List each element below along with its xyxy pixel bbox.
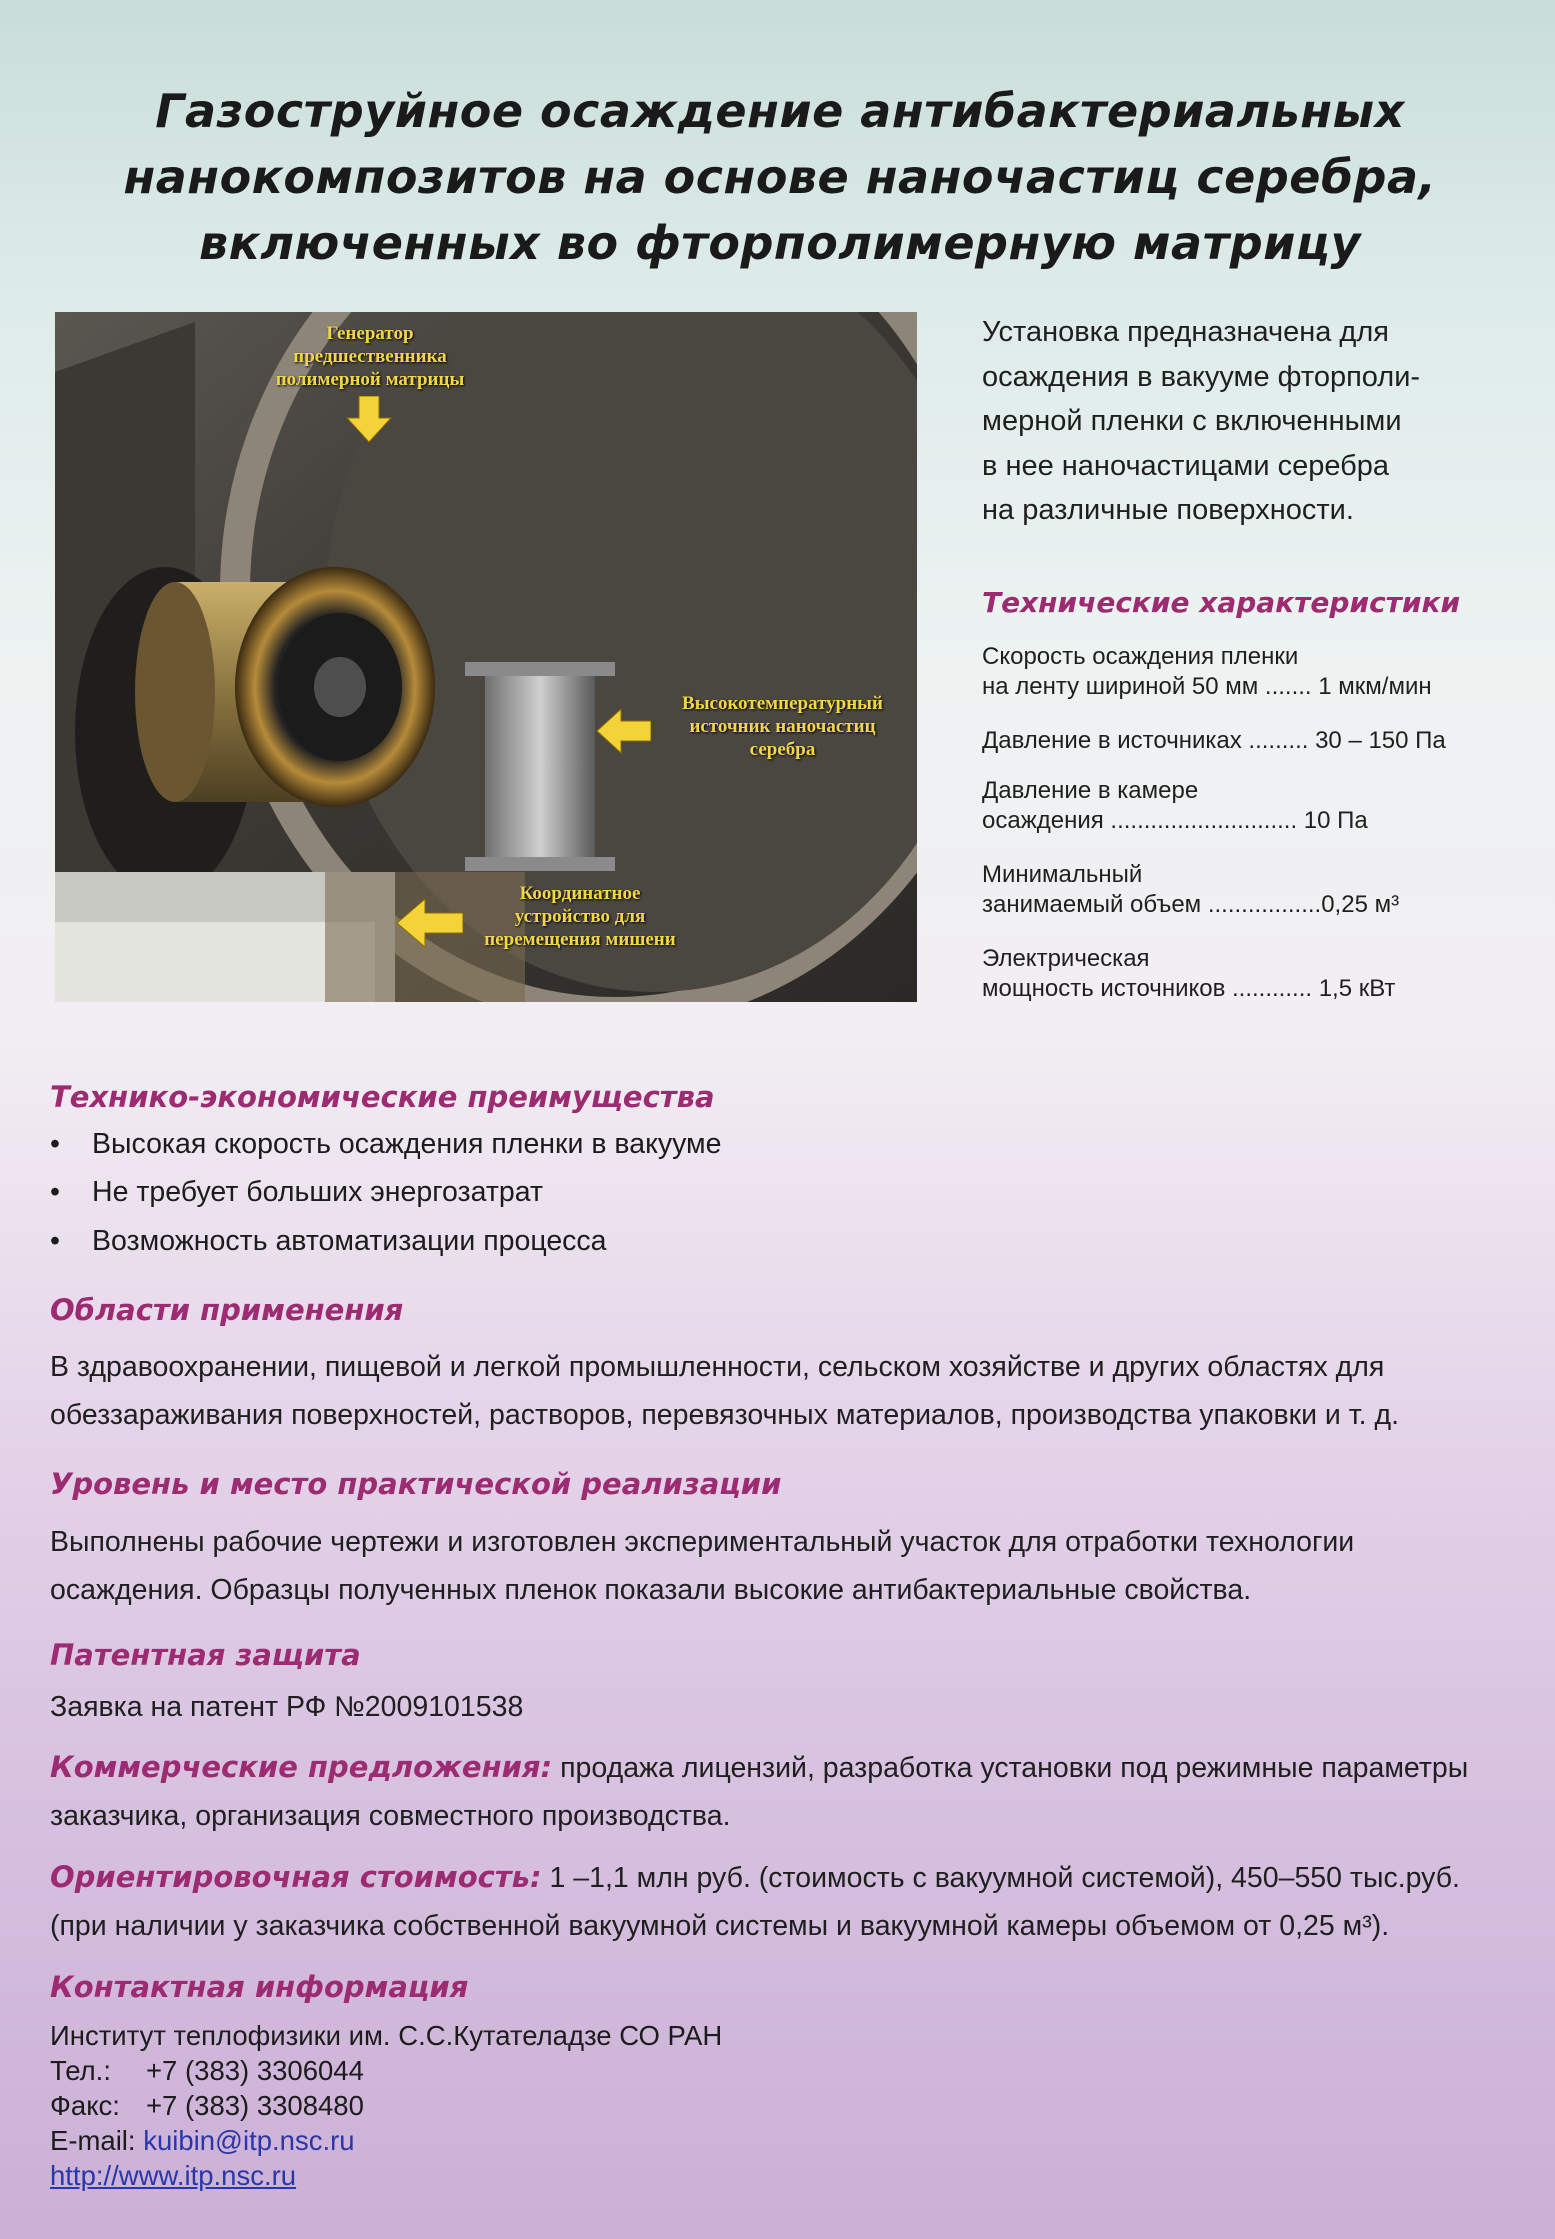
arrow-down-icon xyxy=(345,396,393,444)
commercial-heading: Коммерческие предложения: xyxy=(50,1750,553,1784)
spec-item xyxy=(982,860,1399,920)
commercial-text: продажа лицензий, разработка установки под режимные параметры xyxy=(552,1752,1469,1784)
cost-text: 1 –1,1 млн руб. (стоимость с вакуумной системой), 450–550 тыс.руб. xyxy=(541,1862,1460,1894)
cost-heading: Ориентировочная стоимость: xyxy=(50,1860,542,1894)
spec-line: Скорость осаждения пленки xyxy=(982,643,1299,670)
label-line: источник наночастиц xyxy=(689,716,876,737)
implementation-heading: Уровень и место практической реализации xyxy=(50,1467,782,1501)
label-line: серебра xyxy=(749,739,816,760)
label-line: полимерной матрицы xyxy=(275,369,465,390)
commercial-section xyxy=(50,1743,1468,1840)
text-line xyxy=(50,1743,1468,1792)
text-line: обеззараживания поверхностей, растворов, перевязочных материалов, производства упаковки и т. д. xyxy=(50,1399,1400,1431)
label-line: Высокотемпературный xyxy=(682,693,883,714)
spec-item xyxy=(982,726,1446,756)
contact-phone xyxy=(50,2053,722,2088)
contact-email xyxy=(50,2123,722,2158)
phone-value: +7 (383) 3306044 xyxy=(146,2055,364,2086)
text-line: заказчика, организация совместного производства. xyxy=(50,1800,731,1832)
patent-heading: Патентная защита xyxy=(50,1638,361,1672)
title-line: Газоструйное осаждение антибактериальных xyxy=(155,84,1405,138)
label-line: Генератор xyxy=(326,323,414,344)
spec-item xyxy=(982,642,1432,702)
email-label: E-mail: xyxy=(50,2125,136,2156)
intro-line: осаждения в вакууме фторполи- xyxy=(982,360,1421,393)
spec-line: занимаемый объем .................0,25 м³ xyxy=(982,891,1400,918)
spec-line: осаждения ............................ 10 Па xyxy=(982,807,1368,834)
spec-line: Минимальный xyxy=(982,861,1143,888)
label-generator xyxy=(245,322,495,391)
list-item-text: Не требует больших энергозатрат xyxy=(92,1176,544,1208)
patent-text xyxy=(50,1683,523,1731)
intro-line: мерной пленки с включенными xyxy=(982,405,1402,437)
contact-site xyxy=(50,2158,722,2193)
fax-label: Факс: xyxy=(50,2090,120,2121)
text-line: Заявка на патент РФ №2009101538 xyxy=(50,1691,524,1723)
list-item xyxy=(50,1176,543,1209)
contact-org: Институт теплофизики им. С.С.Кутателадзе СО РАН xyxy=(50,2020,723,2051)
implementation-text xyxy=(50,1518,1354,1614)
title-line: нанокомпозитов на основе наночастиц серебра, xyxy=(123,150,1437,204)
arrow-left-icon xyxy=(395,897,463,949)
spec-line: Давление в камере xyxy=(982,777,1199,804)
email-link[interactable]: kuibin@itp.nsc.ru xyxy=(143,2125,355,2156)
text-line: Выполнены рабочие чертежи и изготовлен экспериментальный участок для отработки технологии xyxy=(50,1526,1355,1558)
text-line: (при наличии у заказчика собственной вакуумной системы и вакуумной камеры объемом от 0,25 м³). xyxy=(50,1910,1390,1942)
spec-line: на ленту шириной 50 мм ....... 1 мкм/мин xyxy=(982,673,1432,700)
bullet-icon: • xyxy=(50,1128,60,1160)
advantages-heading: Технико-экономические преимущества xyxy=(50,1080,715,1114)
applications-heading: Области применения xyxy=(50,1293,404,1327)
spec-item xyxy=(982,944,1395,1004)
label-line: предшественника xyxy=(293,346,447,367)
spec-line: Электрическая xyxy=(982,945,1150,972)
label-source xyxy=(655,692,910,761)
page-title xyxy=(100,78,1460,276)
label-line: перемещения мишени xyxy=(484,929,676,950)
bullet-icon: • xyxy=(50,1176,60,1208)
text-line: осаждения. Образцы полученных пленок показали высокие антибактериальные свойства. xyxy=(50,1574,1252,1606)
text-line: В здравоохранении, пищевой и легкой промышленности, сельском хозяйстве и других областях для xyxy=(50,1351,1385,1383)
fax-value: +7 (383) 3308480 xyxy=(146,2090,364,2121)
label-line: устройство для xyxy=(514,906,646,927)
intro-line: в нее наночастицами серебра xyxy=(982,449,1390,482)
bullet-icon: • xyxy=(50,1225,60,1257)
intro-text xyxy=(982,310,1522,533)
applications-text xyxy=(50,1343,1399,1439)
specs-heading: Технические характеристики xyxy=(982,586,1461,619)
contact-heading: Контактная информация xyxy=(50,1970,469,2004)
contact-info xyxy=(50,2018,722,2193)
contact-fax xyxy=(50,2088,722,2123)
spec-line: Давление в источниках ......... 30 – 150 Па xyxy=(982,727,1446,754)
label-positioner xyxy=(445,882,715,951)
label-line: Координатное xyxy=(519,883,641,904)
setup-photo xyxy=(55,312,917,1002)
list-item-text: Высокая скорость осаждения пленки в вакууме xyxy=(92,1128,722,1160)
title-line: включенных во фторполимерную матрицу xyxy=(198,216,1361,270)
list-item xyxy=(50,1225,607,1258)
text-line xyxy=(50,1853,1460,1902)
list-item-text: Возможность автоматизации процесса xyxy=(92,1225,607,1257)
intro-line: на различные поверхности. xyxy=(982,494,1354,526)
arrow-left-icon xyxy=(595,707,651,755)
cost-section xyxy=(50,1853,1460,1950)
spec-line: мощность источников ............ 1,5 кВт xyxy=(982,975,1396,1002)
website-link[interactable]: http://www.itp.nsc.ru xyxy=(50,2160,297,2191)
spec-item xyxy=(982,776,1368,836)
list-item xyxy=(50,1128,721,1161)
phone-label: Тел.: xyxy=(50,2055,111,2086)
intro-line: Установка предназначена для xyxy=(982,316,1389,348)
